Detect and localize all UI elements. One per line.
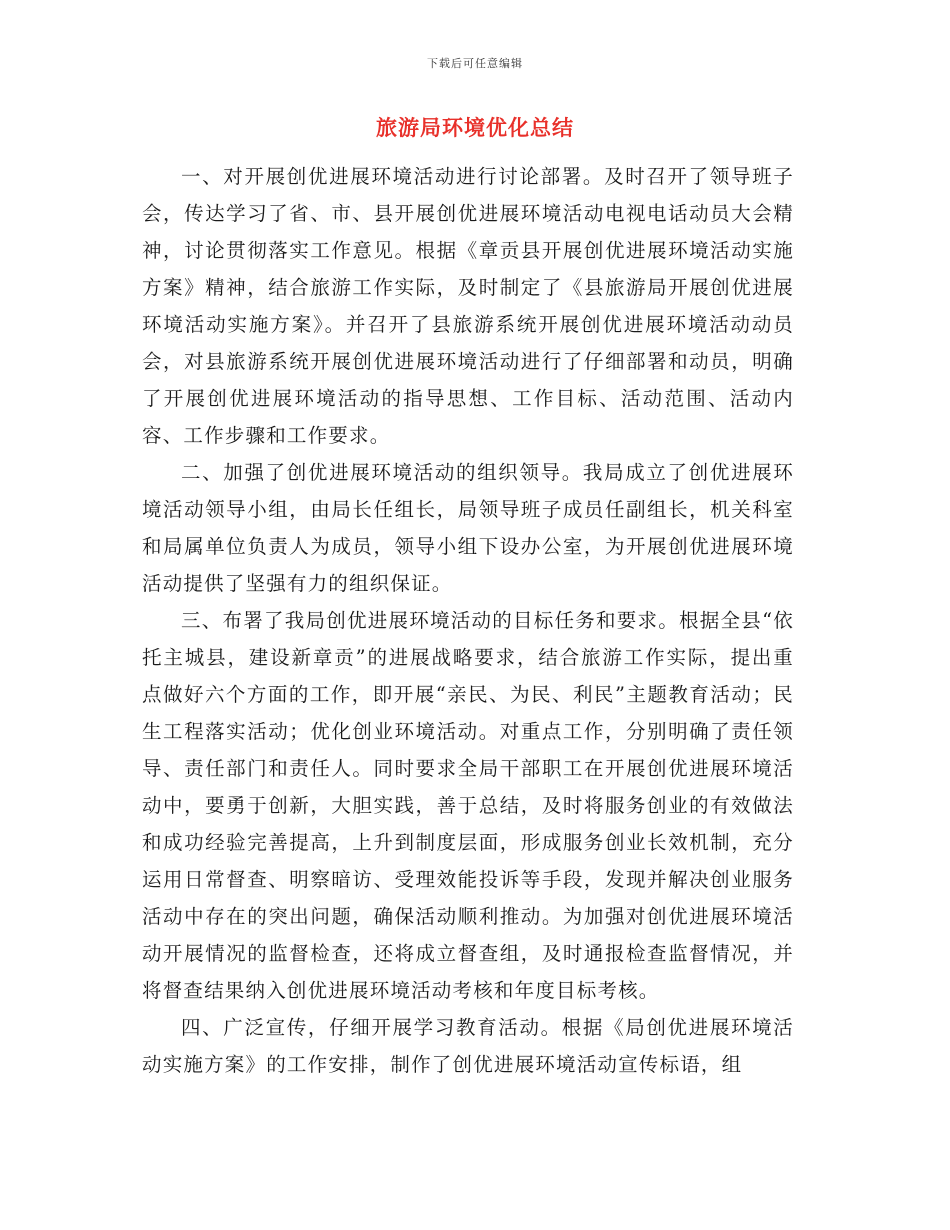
header-note: 下载后可任意编辑 [427,57,523,70]
document-body [142,158,794,1083]
paragraph-2: 二、加强了创优进展环境活动的组织领导。我局成立了创优进展环境活动领导小组，由局长任组长，局领导班子成员任副组长，机关科室和局属单位负责人为成员，领导小组下设办公室，为开展创优进展环境活动提供了坚强有力的组织保证。 [142,461,794,595]
paragraph-3: 三、布署了我局创优进展环境活动的目标任务和要求。根据全县“依托主城县，建设新章贡”的进展战略要求，结合旅游工作实际，提出重点做好六个方面的工作，即开展“亲民、为民、利民”主题教育活动；民生工程落实活动；优化创业环境活动。对重点工作，分别明确了责任领导、责任部门和责任人。同时要求全局干部职工在开展创优进展环境活动中，要勇于创新，大胆实践，善于总结，及时将服务创业的有效做法和成功经验完善提高，上升到制度层面，形成服务创业长效机制，充分运用日常督查、明察暗访、受理效能投诉等手段，发现并解决创业服务活动中存在的突出问题，确保活动顺利推动。为加强对创优进展环境活动开展情况的监督检查，还将成立督查组，及时通报检查监督情况，并将督查结果纳入创优进展环境活动考核和年度目标考核。 [142,609,794,1002]
paragraph-1: 一、对开展创优进展环境活动进行讨论部署。及时召开了领导班子会，传达学习了省、市、县开展创优进展环境活动电视电话动员大会精神，讨论贯彻落实工作意见。根据《章贡县开展创优进展环境活动实施方案》精神，结合旅游工作实际，及时制定了《县旅游局开展创优进展环境活动实施方案》。并召开了县旅游系统开展创优进展环境活动动员会，对县旅游系统开展创优进展环境活动进行了仔细部署和动员，明确了开展创优进展环境活动的指导思想、工作目标、活动范围、活动内容、工作步骤和工作要求。 [142,165,794,447]
paragraph-4: 四、广泛宣传，仔细开展学习教育活动。根据《局创优进展环境活动实施方案》的工作安排，制作了创优进展环境活动宣传标语，组 [142,1016,794,1076]
document-title: 旅游局环境优化总结 [376,115,574,140]
